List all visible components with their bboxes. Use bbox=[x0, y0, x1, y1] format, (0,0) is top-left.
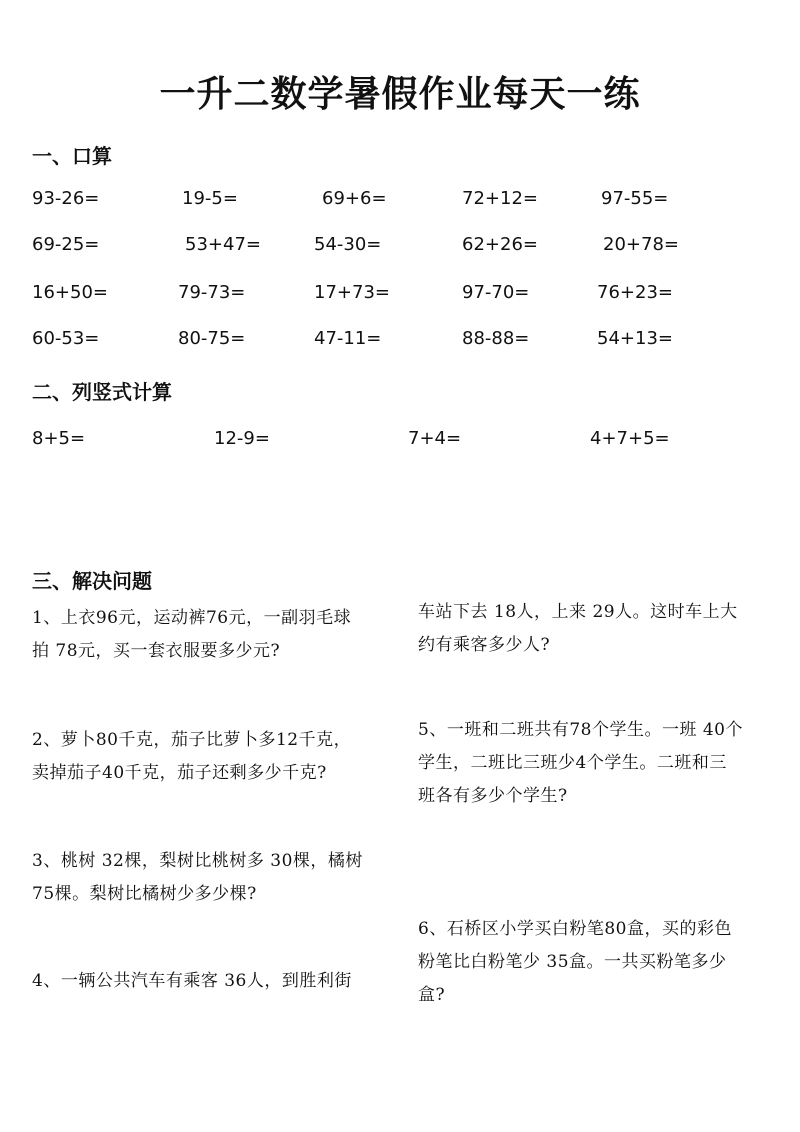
problem-line: 4、一辆公共汽车有乘客 36人，到胜利街 bbox=[32, 971, 352, 991]
problem-line: 拍 78元，买一套衣服要多少元? bbox=[32, 641, 281, 661]
section-heading-oral: 一、口算 bbox=[32, 144, 112, 168]
section-heading-problems: 三、解决问题 bbox=[32, 569, 152, 593]
oral-item: 97-55= bbox=[601, 188, 669, 209]
section-heading-vertical: 二、列竖式计算 bbox=[32, 380, 172, 404]
problem-6 bbox=[418, 913, 778, 1012]
problem-1 bbox=[32, 602, 392, 668]
oral-item: 47-11= bbox=[314, 328, 382, 349]
problem-line: 6、石桥区小学买白粉笔80盒，买的彩色 bbox=[418, 919, 732, 939]
vertical-item: 7+4= bbox=[408, 428, 462, 449]
oral-item: 69-25= bbox=[32, 234, 100, 255]
problem-line: 车站下去 18人，上来 29人。这时车上大 bbox=[418, 602, 738, 622]
problem-line: 约有乘客多少人? bbox=[418, 635, 551, 655]
problem-2 bbox=[32, 724, 402, 790]
problem-line: 卖掉茄子40千克，茄子还剩多少千克? bbox=[32, 763, 327, 783]
problem-line: 粉笔比白粉笔少 35盒。一共买粉笔多少 bbox=[418, 952, 727, 972]
oral-item: 88-88= bbox=[462, 328, 530, 349]
problem-5 bbox=[418, 714, 778, 813]
oral-item: 79-73= bbox=[178, 282, 246, 303]
oral-item: 19-5= bbox=[182, 188, 238, 209]
problem-line: 学生，二班比三班少4个学生。二班和三 bbox=[418, 753, 727, 773]
oral-item: 16+50= bbox=[32, 282, 108, 303]
oral-item: 17+73= bbox=[314, 282, 390, 303]
oral-item: 93-26= bbox=[32, 188, 100, 209]
oral-item: 80-75= bbox=[178, 328, 246, 349]
oral-item: 53+47= bbox=[185, 234, 261, 255]
oral-item: 54+13= bbox=[597, 328, 673, 349]
oral-item: 97-70= bbox=[462, 282, 530, 303]
problem-line: 3、桃树 32棵，梨树比桃树多 30棵，橘树 bbox=[32, 851, 363, 871]
problem-4 bbox=[32, 965, 392, 998]
problem-line: 2、萝卜80千克，茄子比萝卜多12千克， bbox=[32, 730, 352, 750]
problem-line: 1、上衣96元，运动裤76元，一副羽毛球 bbox=[32, 608, 352, 628]
problem-3 bbox=[32, 845, 392, 911]
oral-item: 54-30= bbox=[314, 234, 382, 255]
problem-line: 盒? bbox=[418, 985, 446, 1005]
vertical-item: 8+5= bbox=[32, 428, 86, 449]
oral-item: 62+26= bbox=[462, 234, 538, 255]
problem-4-continued bbox=[418, 596, 778, 662]
oral-item: 60-53= bbox=[32, 328, 100, 349]
oral-item: 69+6= bbox=[322, 188, 387, 209]
oral-item: 72+12= bbox=[462, 188, 538, 209]
oral-item: 76+23= bbox=[597, 282, 673, 303]
vertical-item: 4+7+5= bbox=[590, 428, 670, 449]
page-title: 一升二数学暑假作业每天一练 bbox=[159, 74, 641, 115]
problem-line: 75棵。梨树比橘树少多少棵? bbox=[32, 884, 257, 904]
problem-line: 5、一班和二班共有78个学生。一班 40个 bbox=[418, 720, 743, 740]
vertical-item: 12-9= bbox=[214, 428, 270, 449]
oral-item: 20+78= bbox=[603, 234, 679, 255]
problem-line: 班各有多少个学生? bbox=[418, 786, 568, 806]
